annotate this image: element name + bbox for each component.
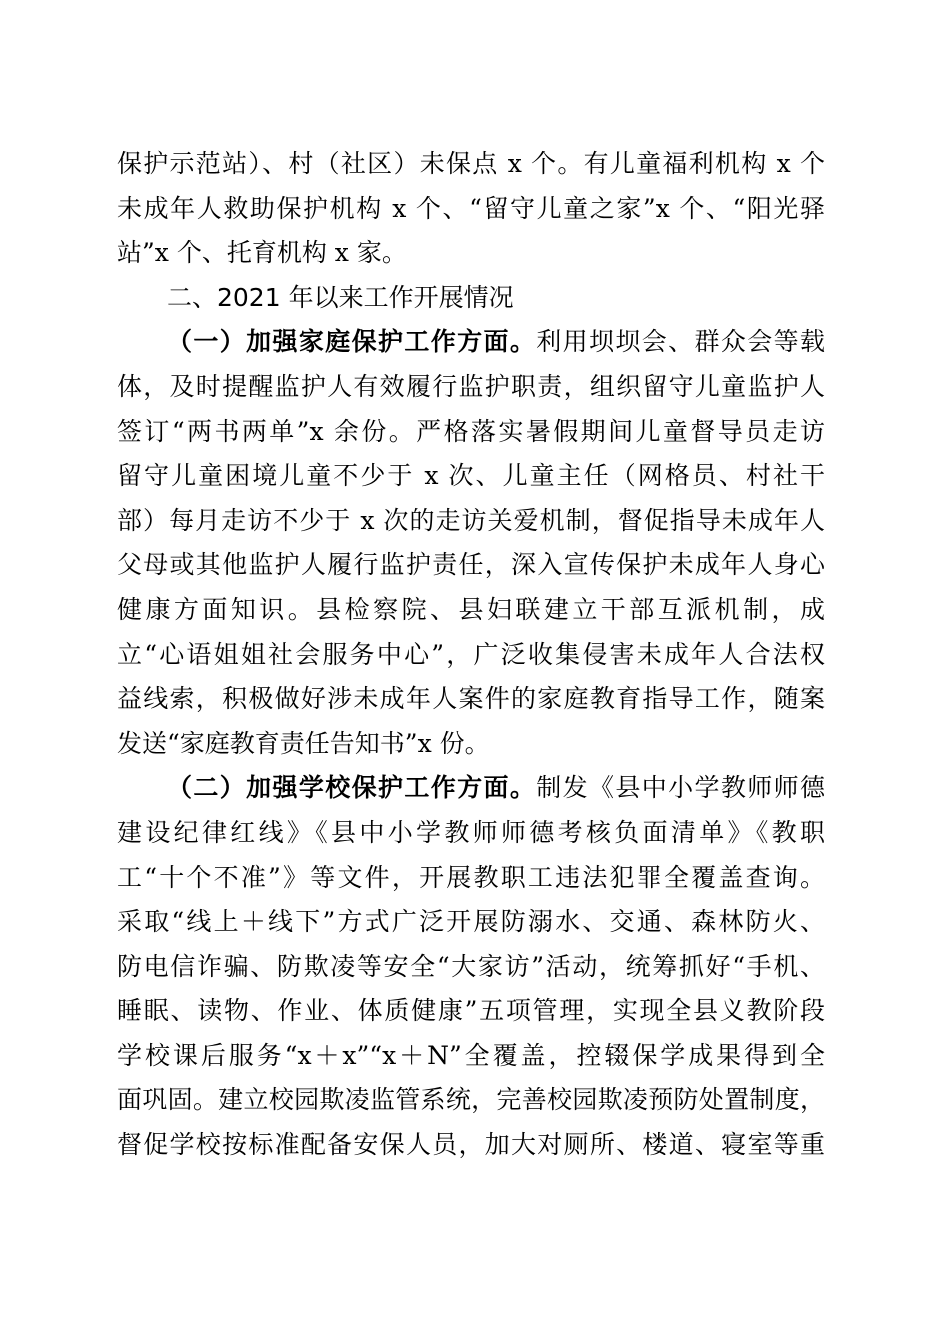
section-heading: 二、2021 年以来工作开展情况 bbox=[167, 282, 514, 312]
text-line: 立“心语姐姐社会服务中心”，广泛收集侵害未成年人合法权 bbox=[117, 639, 825, 669]
text-line: 留守儿童困境儿童不少于 x 次、儿童主任（网格员、村社干 bbox=[117, 461, 825, 491]
document-page bbox=[117, 142, 825, 1168]
text-line: 未成年人救助保护机构 x 个、“留守儿童之家”x 个、“阳光驿 bbox=[117, 193, 825, 223]
text-line: 发送“家庭教育责任告知书”x 份。 bbox=[117, 728, 490, 758]
text-line: 工“十个不准”》等文件，开展教职工违法犯罪全覆盖查询。 bbox=[117, 862, 825, 892]
intro-paragraph bbox=[117, 142, 825, 276]
text-line: 父母或其他监护人履行监护责任，深入宣传保护未成年人身心 bbox=[117, 550, 825, 580]
text-line: 防电信诈骗、防欺凌等安全“大家访”活动，统筹抓好“手机、 bbox=[117, 951, 825, 981]
paragraph-first-line bbox=[117, 320, 825, 365]
paragraph-school-protection bbox=[117, 766, 825, 1167]
paragraph-first-line bbox=[117, 766, 825, 811]
subsection-label: （一）加强家庭保护工作方面。 bbox=[167, 327, 537, 357]
text-line: 睡眠、读物、作业、体质健康”五项管理，实现全县义教阶段 bbox=[117, 996, 825, 1026]
text-line: 建设纪律红线》《县中小学教师师德考核负面清单》《教职 bbox=[117, 817, 825, 847]
text-line: 益线索，积极做好涉未成年人案件的家庭教育指导工作，随案 bbox=[117, 684, 825, 714]
text-line: 面巩固。建立校园欺凌监管系统，完善校园欺凌预防处置制度， bbox=[117, 1085, 825, 1115]
text-line: 保护示范站）、村（社区）未保点 x 个。有儿童福利机构 x 个 bbox=[117, 149, 825, 178]
text-line: 体，及时提醒监护人有效履行监护职责，组织留守儿童监护人 bbox=[117, 371, 825, 401]
text-run: 制发《县中小学教师师德 bbox=[536, 773, 825, 803]
text-line: 站”x 个、托育机构 x 家。 bbox=[117, 238, 407, 268]
paragraph-family-protection bbox=[117, 320, 825, 766]
text-line: 学校课后服务“x＋x”“x＋N”全覆盖，控辍保学成果得到全 bbox=[117, 1040, 825, 1070]
text-line: 健康方面知识。县检察院、县妇联建立干部互派机制，成 bbox=[117, 594, 825, 624]
text-line: 部）每月走访不少于 x 次的走访关爱机制，督促指导未成年人 bbox=[117, 505, 825, 535]
text-run: 利用坝坝会、群众会等载 bbox=[536, 327, 825, 357]
subsection-label: （二）加强学校保护工作方面。 bbox=[167, 773, 537, 803]
text-line: 签订“两书两单”x 余份。严格落实暑假期间儿童督导员走访 bbox=[117, 416, 825, 446]
text-line: 督促学校按标准配备安保人员，加大对厕所、楼道、寝室等重 bbox=[117, 1130, 825, 1160]
text-line: 采取“线上＋线下”方式广泛开展防溺水、交通、森林防火、 bbox=[117, 907, 825, 937]
